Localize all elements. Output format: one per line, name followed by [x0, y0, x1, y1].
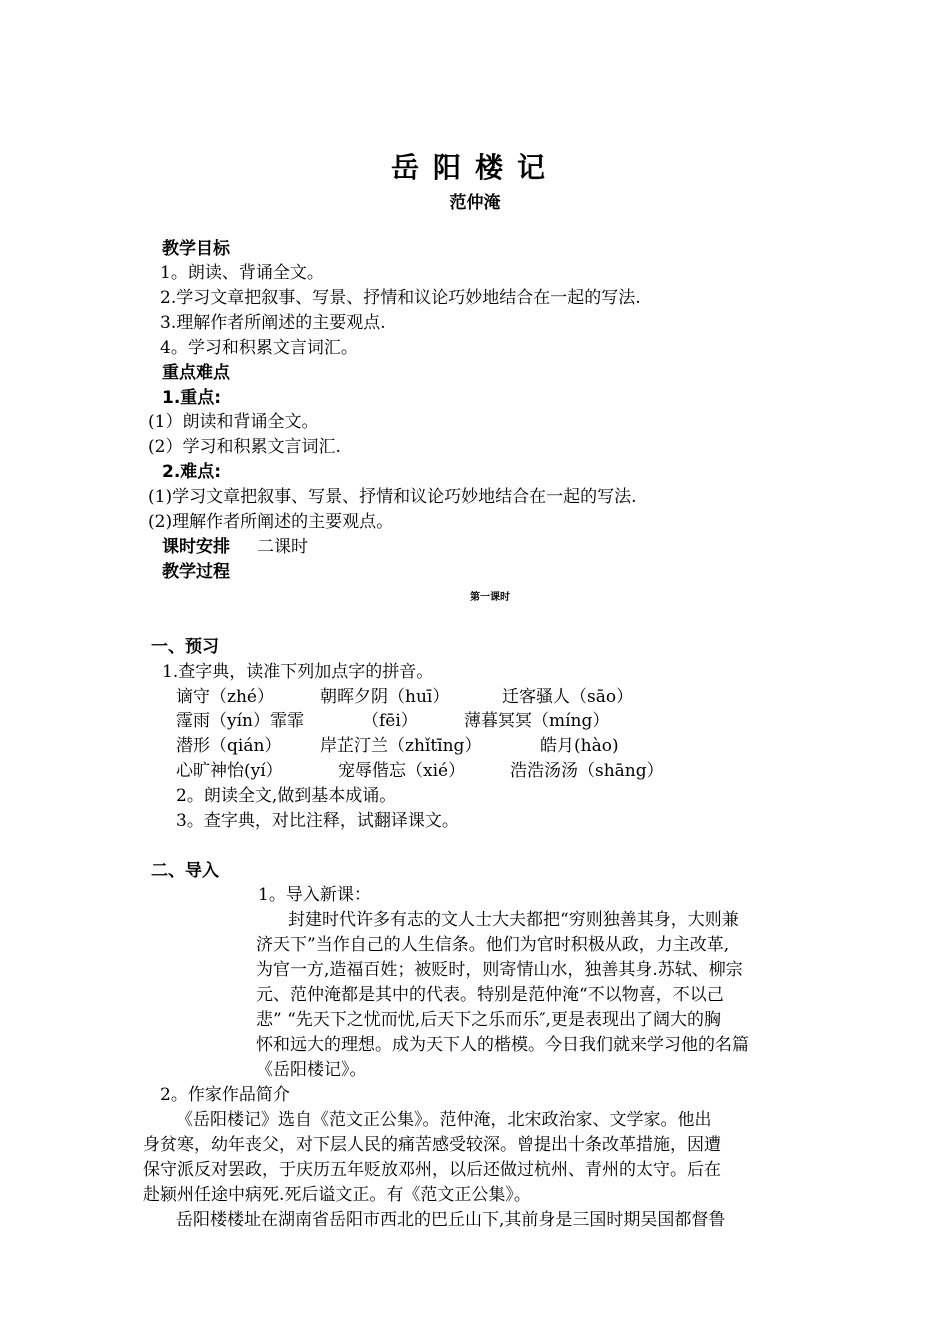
- intro-line: 悲” “先天下之忧而忧,后天下之乐而乐″,更是表现出了阔大的胸: [256, 1010, 721, 1030]
- intro-label: 1。导入新课：: [258, 885, 371, 905]
- pinyin-item: 皓月(hào): [540, 736, 619, 756]
- difficulty-label: 2.难点:: [162, 462, 222, 482]
- pinyin-item: 朝晖夕阴（huī）: [320, 687, 450, 707]
- focus-item: (1）朗读和背诵全文。: [148, 412, 319, 432]
- document-author: 范仲淹: [449, 193, 501, 213]
- document-title: 岳阳楼记: [390, 151, 559, 184]
- goal-item: 1。朗读、背诵全文。: [160, 263, 324, 283]
- preview-task-3: 3。查字典，对比注释，试翻译课文。: [176, 811, 459, 831]
- section1-heading: 一、预习: [151, 637, 219, 657]
- works-line: 《岳阳楼记》选自《范文正公集》。范仲淹，北宋政治家、文学家。他出: [176, 1110, 712, 1130]
- process-heading: 教学过程: [162, 562, 230, 582]
- goal-item: 2.学习文章把叙事、写景、抒情和议论巧妙地结合在一起的写法.: [160, 288, 641, 308]
- pinyin-item: 霪雨（yín）霏霏: [176, 711, 304, 731]
- intro-line: 怀和远大的理想。成为天下人的楷模。今日我们就来学习他的名篇: [256, 1035, 749, 1055]
- works-line: 身贫寒，幼年丧父，对下层人民的痛苦感受较深。曾提出十条改革措施，因遭: [143, 1135, 721, 1155]
- pinyin-item: 宠辱偕忘（xié）: [338, 761, 466, 781]
- key-points-heading: 重点难点: [162, 363, 230, 383]
- difficulty-item: (1)学习文章把叙事、写景、抒情和议论巧妙地结合在一起的写法.: [148, 487, 637, 507]
- intro-line: 《岳阳楼记》。: [256, 1060, 367, 1080]
- pinyin-item: 心旷神怡(yí）: [176, 761, 283, 781]
- goals-heading: 教学目标: [162, 239, 230, 259]
- goal-item: 4。学习和积累文言词汇。: [160, 338, 358, 358]
- intro-line: 元、范仲淹都是其中的代表。特别是范仲淹“不以物喜，不以己: [256, 985, 724, 1005]
- section2-heading: 二、导入: [151, 861, 219, 881]
- pinyin-item: 潜形（qián）: [176, 736, 282, 756]
- difficulty-item: (2)理解作者所阐述的主要观点。: [148, 512, 394, 532]
- preview-task-2: 2。朗读全文,做到基本成诵。: [176, 786, 397, 806]
- preview-task-1: 1.查字典，读准下列加点字的拼音。: [162, 662, 434, 682]
- works-line: 赴颍州任途中病死.死后谥文正。有《范文正公集》。: [143, 1185, 531, 1205]
- intro-line: 济天下”当作自己的人生信条。他们为官时积极从政，力主改革,: [256, 935, 730, 955]
- goal-item: 3.理解作者所阐述的主要观点.: [160, 313, 386, 333]
- works-line: 保守派反对罢政，于庆历五年贬放邓州，以后还做过杭州、青州的太守。后在: [143, 1160, 721, 1180]
- works-line: 岳阳楼楼址在湖南省岳阳市西北的巴丘山下,其前身是三国时期吴国都督鲁: [176, 1210, 726, 1230]
- works-label: 2。作家作品简介: [160, 1085, 290, 1105]
- pinyin-item: 岸芷汀兰（zhǐtīng）: [320, 736, 482, 756]
- pinyin-item: 浩浩汤汤（shāng）: [510, 761, 664, 781]
- schedule-value: 二课时: [257, 537, 308, 557]
- focus-label: 1.重点:: [162, 388, 222, 408]
- intro-line: 封建时代许多有志的文人士大夫都把“穷则独善其身，大则兼: [288, 910, 739, 930]
- pinyin-item: 迁客骚人（sāo）: [502, 687, 634, 707]
- pinyin-item: 谪守（zhé）: [176, 687, 274, 707]
- lesson-title: 第一课时: [470, 592, 510, 603]
- schedule-label: 课时安排: [162, 537, 230, 557]
- intro-line: 为官一方,造福百姓；被贬时，则寄情山水，独善其身.苏轼、柳宗: [256, 960, 743, 980]
- focus-item: (2）学习和积累文言词汇.: [148, 437, 341, 457]
- pinyin-item: 薄暮冥冥（míng）: [464, 711, 610, 731]
- pinyin-item: （fēi）: [362, 711, 418, 731]
